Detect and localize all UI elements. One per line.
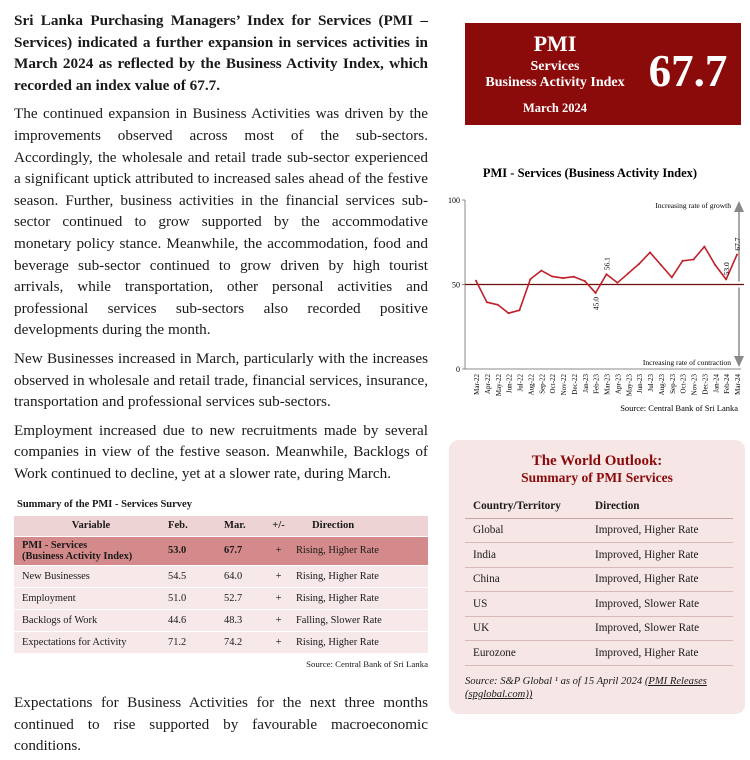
x-tick-label: Sep-23 [668, 374, 677, 394]
column-header: +/- [265, 516, 292, 536]
pmi-box-subtitle: Business Activity Index [485, 75, 625, 90]
column-header: Direction [587, 494, 733, 518]
x-tick-label: Feb-24 [723, 374, 732, 394]
data-point [584, 280, 586, 282]
x-tick-label: Feb-23 [592, 374, 601, 394]
x-tick-label: Mar-22 [473, 374, 481, 395]
y-tick-label: 50 [452, 280, 460, 290]
direction-cell: Improved, Higher Rate [587, 641, 733, 666]
mar-cell: 64.0 [220, 565, 265, 587]
main-text-column [14, 10, 428, 484]
pmi-highlight-box [465, 23, 741, 125]
world-header-row [465, 494, 733, 518]
survey-header-row [14, 516, 428, 536]
x-tick-label: Apr-23 [614, 374, 623, 395]
lead-paragraph: Sri Lanka Purchasing Managers’ Index for Services (PMI – Services) indicated a further expansion in services activities in March 2024 as reflected by the Business Activity Index, which recorded an index value of 67.7. [14, 12, 428, 94]
data-point [606, 273, 608, 275]
data-point [627, 272, 629, 274]
table-row [465, 616, 733, 641]
direction-cell: Rising, Higher Rate [292, 565, 428, 587]
survey-source: Source: Central Bank of Sri Lanka [306, 659, 428, 669]
direction-cell: Improved, Higher Rate [587, 567, 733, 592]
sign-cell: + [265, 536, 292, 565]
country-cell: India [465, 543, 587, 568]
chart-title: PMI - Services (Business Activity Index) [482, 166, 698, 180]
data-point [486, 301, 488, 303]
variable-name: PMI - Services [22, 539, 88, 551]
country-cell: US [465, 592, 587, 617]
mar-cell: 48.3 [220, 609, 265, 631]
variable-cell: Backlogs of Work [14, 609, 164, 631]
data-point [693, 258, 695, 260]
data-point [497, 304, 499, 306]
table-row [14, 609, 428, 631]
x-tick-label: Jul-23 [647, 374, 655, 392]
data-label: 45.0 [591, 296, 601, 311]
survey-summary [14, 499, 428, 669]
world-outlook-table [465, 494, 733, 666]
x-tick-label: Dec-22 [570, 374, 579, 395]
data-point [725, 278, 727, 280]
body-paragraph: New Businesses increased in March, particularly with the increases observed in wholesale and retail trade, financial services, insurance, transportation and professional services sub-sectors. [14, 349, 428, 411]
x-tick-label: Jul-22 [516, 374, 525, 392]
x-tick-label: Jan-24 [712, 374, 721, 393]
feb-cell: 44.6 [164, 609, 220, 631]
table-row [14, 565, 428, 587]
chart-svg [432, 150, 748, 420]
table-row [465, 592, 733, 617]
column-header: Variable [14, 516, 164, 536]
direction-cell: Falling, Slower Rate [292, 609, 428, 631]
x-tick-label: Jun-23 [636, 374, 645, 394]
data-point [682, 260, 684, 262]
country-cell: UK [465, 616, 587, 641]
table-row [465, 518, 733, 543]
data-point [573, 276, 575, 278]
direction-cell: Improved, Higher Rate [587, 518, 733, 543]
growth-arrow-head [734, 201, 744, 212]
sign-cell: + [265, 565, 292, 587]
data-point [540, 270, 542, 272]
mar-cell: 67.7 [220, 536, 265, 565]
table-row [14, 536, 428, 565]
x-tick-label: Nov-22 [560, 374, 568, 396]
x-tick-label: Jun-22 [505, 374, 514, 394]
mar-cell: 52.7 [220, 587, 265, 609]
pmi-box-date: March 2024 [523, 101, 587, 115]
pmi-line-chart [432, 150, 748, 420]
survey-title: Summary of the PMI - Services Survey [17, 499, 192, 510]
y-tick-label: 100 [448, 196, 460, 205]
x-tick-label: Mar-24 [734, 374, 742, 395]
pmi-box-value: 67.7 [648, 46, 728, 96]
direction-cell: Rising, Higher Rate [292, 631, 428, 653]
pmi-series-line [476, 247, 737, 314]
feb-cell: 51.0 [164, 587, 220, 609]
data-point [638, 263, 640, 265]
chart-source: Source: Central Bank of Sri Lanka [620, 403, 738, 413]
column-header: Direction [292, 516, 428, 536]
x-tick-label: May-22 [494, 374, 503, 397]
data-label: 53.0 [722, 262, 732, 276]
data-point [714, 264, 716, 266]
variable-cell: Expectations for Activity [14, 631, 164, 653]
column-header: Country/Territory [465, 494, 587, 518]
world-outlook-panel [449, 440, 745, 714]
table-row [465, 543, 733, 568]
x-tick-label: Aug-23 [657, 374, 666, 396]
variable-cell: Employment [14, 587, 164, 609]
data-label: 56.1 [602, 257, 612, 271]
direction-cell: Improved, Slower Rate [587, 616, 733, 641]
x-tick-label: Aug-22 [527, 374, 536, 396]
country-cell: Global [465, 518, 587, 543]
contraction-arrow-head [734, 356, 744, 367]
data-label: 67.7 [733, 237, 742, 251]
data-point [562, 277, 564, 279]
data-point [703, 246, 705, 248]
variable-cell [14, 536, 164, 565]
source-text: Source: S&P Global ¹ as of 15 April 2024 [465, 676, 645, 687]
x-tick-label: Oct-23 [679, 374, 688, 394]
sign-cell: + [265, 587, 292, 609]
table-row [14, 631, 428, 653]
table-row [465, 567, 733, 592]
direction-cell: Rising, Higher Rate [292, 536, 428, 565]
data-point [529, 278, 531, 280]
pmi-releases-link[interactable]: (PMI Releases (spglobal.com)) [465, 676, 707, 700]
x-tick-label: May-23 [625, 374, 634, 397]
mar-cell: 74.2 [220, 631, 265, 653]
feb-cell: 54.5 [164, 565, 220, 587]
world-outlook-title: The World Outlook: [531, 453, 663, 469]
pmi-box-title: PMI [533, 31, 577, 56]
x-tick-label: Dec-23 [701, 374, 710, 395]
sign-cell: + [265, 609, 292, 631]
world-outlook-source [465, 675, 737, 701]
x-tick-label: Apr-22 [483, 374, 492, 395]
x-tick-label: Jan-23 [581, 374, 590, 393]
data-point [508, 312, 510, 314]
sign-cell: + [265, 631, 292, 653]
survey-table [14, 516, 428, 653]
data-point [595, 292, 597, 294]
direction-cell: Rising, Higher Rate [292, 587, 428, 609]
body-paragraph: Employment increased due to new recruitments made by several companies in view of the festive season. Meanwhile, Backlogs of Work continued to decline, yet at a slower rate, during March. [14, 421, 428, 482]
world-outlook-subtitle: Summary of PMI Services [521, 470, 673, 485]
feb-cell: 71.2 [164, 631, 220, 653]
data-point [736, 254, 738, 256]
data-point [519, 309, 521, 311]
variable-subname: (Business Activity Index) [22, 550, 133, 562]
x-tick-label: Nov-23 [690, 374, 699, 396]
pmi-box-subtitle: Services [530, 59, 580, 74]
direction-cell: Improved, Slower Rate [587, 592, 733, 617]
table-row [465, 641, 733, 666]
x-tick-label: Oct-22 [549, 374, 558, 394]
country-cell: China [465, 567, 587, 592]
annotation-growth: Increasing rate of growth [655, 201, 731, 210]
variable-cell: New Businesses [14, 565, 164, 587]
direction-cell: Improved, Higher Rate [587, 543, 733, 568]
closing-paragraph: Expectations for Business Activities for the next three months continued to rise supported by favourable macroeconomic conditions. [14, 694, 428, 755]
data-point [649, 251, 651, 253]
data-point [475, 280, 477, 282]
body-paragraph: The continued expansion in Business Activities was driven by the improvements observed across most of the sub-sectors. Accordingly, the wholesale and retail trade sub-sector experienced a significant uptick attributed to increased sales ahead of the festive season. Further, business activities in the financial services sub-sector continued to grow supported by the accommodative monetary policy stance. Meanwhile, the accommodation, food and beverage sub-sector continued to grow driven by high tourist arrivals, while transportation, other personal activities and professional services sub-sectors also recorded positive developments during the month. [14, 105, 428, 339]
feb-cell: 53.0 [164, 536, 220, 565]
data-point [660, 264, 662, 266]
y-tick-label: 0 [456, 365, 460, 374]
x-tick-label: Sep-22 [538, 374, 547, 394]
data-point [551, 275, 553, 277]
data-point [616, 282, 618, 284]
column-header: Feb. [164, 516, 220, 536]
column-header: Mar. [220, 516, 265, 536]
data-point [671, 276, 673, 278]
table-row [14, 587, 428, 609]
country-cell: Eurozone [465, 641, 587, 666]
annotation-contraction: Increasing rate of contraction [642, 358, 731, 367]
x-tick-label: Mar-23 [603, 374, 612, 395]
